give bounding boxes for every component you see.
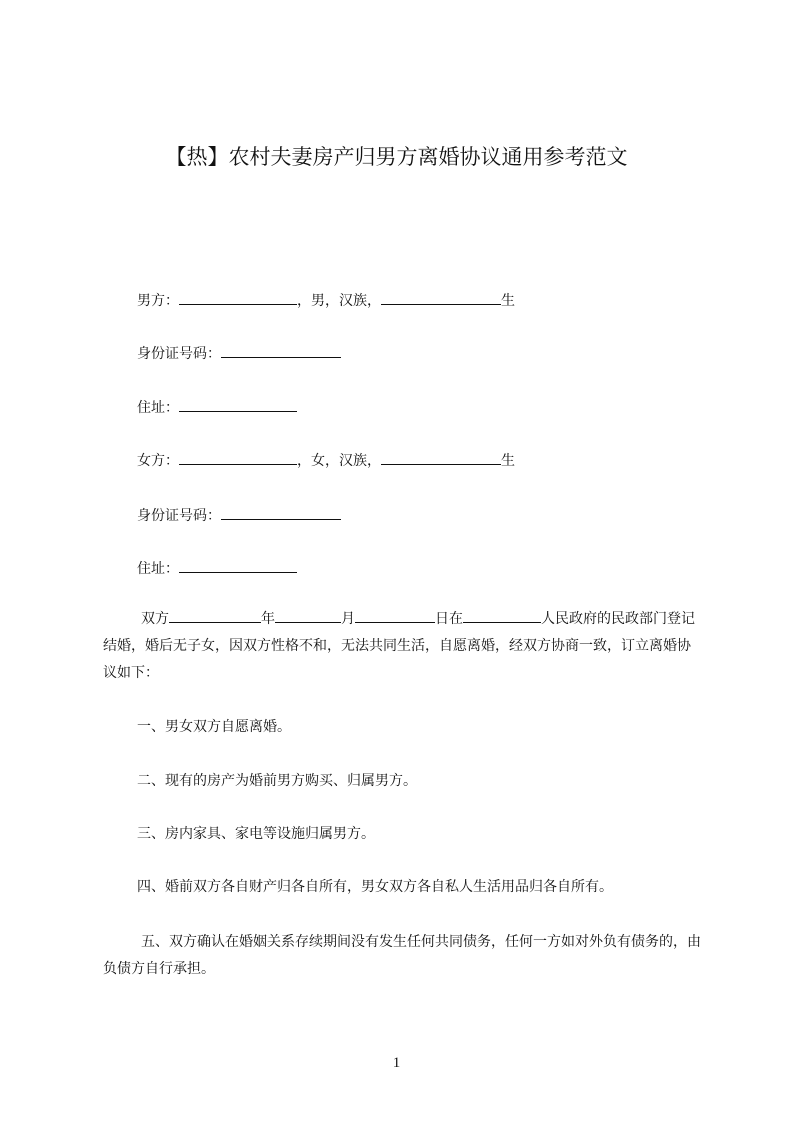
female-name-blank[interactable] [179,450,297,465]
intro-paragraph [103,606,703,687]
female-label: 女方： [137,453,179,469]
male-label: 男方： [137,293,179,309]
female-birth-blank[interactable] [381,450,501,465]
male-middle: ，男，汉族， [297,293,381,309]
clause-5-text: 五、双方确认在婚姻关系存续期间没有发生任何共同债务，任何一方如对外负有债务的，由负债方自行承担。 [103,934,701,977]
female-end: 生 [501,453,515,469]
male-name-blank[interactable] [179,290,297,305]
clause-1: 一、男女双方自愿离婚。 [137,719,291,735]
year-blank[interactable] [169,608,261,623]
intro-start: 双方 [141,611,169,627]
female-address-blank[interactable] [179,558,297,573]
government-blank[interactable] [463,608,541,623]
month-blank[interactable] [275,608,341,623]
female-id-label: 身份证号码： [137,508,221,524]
female-party-line [137,450,515,471]
male-party-line [137,290,515,311]
intro-day-at: 日在 [435,611,463,627]
female-address-label: 住址： [137,561,179,577]
clause-3: 三、房内家具、家电等设施归属男方。 [137,826,375,842]
female-id-line [137,505,341,526]
clause-5 [103,929,703,983]
male-address-blank[interactable] [179,397,297,412]
clause-4: 四、婚前双方各自财产归各自所有，男女双方各自私人生活用品归各自所有。 [137,879,613,895]
male-address-line [137,397,297,418]
clause-2: 二、现有的房产为婚前男方购买、归属男方。 [137,773,417,789]
intro-month: 月 [341,611,355,627]
document-title: 【热】农村夫妻房产归男方离婚协议通用参考范文 [165,145,628,169]
intro-rest: 人民政府的民政部门登记结婚，婚后无子女，因双方性格不和，无法共同生活，自愿离婚，经双方协商一致，订立离婚协议如下： [103,611,695,681]
female-middle: ，女，汉族， [297,453,381,469]
day-blank[interactable] [355,608,435,623]
male-id-line [137,343,341,364]
male-id-blank[interactable] [221,343,341,358]
page-number: 1 [392,1055,401,1071]
female-id-blank[interactable] [221,505,341,520]
male-birth-blank[interactable] [381,290,501,305]
female-address-line [137,558,297,579]
intro-year: 年 [261,611,275,627]
male-address-label: 住址： [137,400,179,416]
male-id-label: 身份证号码： [137,346,221,362]
male-end: 生 [501,293,515,309]
